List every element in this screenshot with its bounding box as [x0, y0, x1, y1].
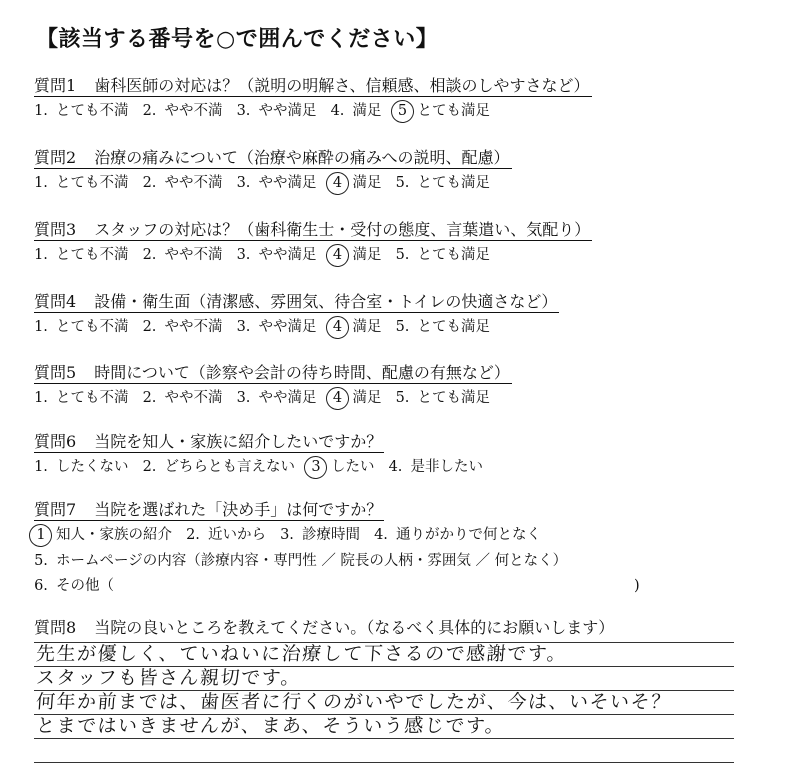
question-8	[34, 620, 734, 638]
handwritten-answer-line-4: とまではいきませんが、まあ、そういう感じです。	[35, 715, 507, 737]
question-5-text: 時間について（診察や会計の待ち時間、配慮の有無など）	[94, 363, 510, 382]
question-2	[34, 150, 674, 191]
selection-circle: 4	[331, 320, 345, 335]
question-4-text: 設備・衛生面（清潔感、雰囲気、待合室・トイレの快適さなど）	[94, 292, 558, 311]
question-5	[34, 365, 674, 406]
selection-circle: 4	[331, 176, 345, 191]
q1-option-1[interactable]: 1. とても不満	[34, 103, 129, 119]
question-3-label: 質問3	[34, 220, 77, 239]
question-1-text: 歯科医師の対応は？（説明の明解さ、信頼感、相談のしやすさなど）	[94, 76, 590, 95]
q7-option-1-selected[interactable]: 1 知人・家族の紹介	[34, 528, 172, 543]
question-3-prompt	[34, 222, 592, 241]
question-2-prompt	[34, 150, 512, 169]
q2-option-4-selected[interactable]: 4 満足	[331, 176, 382, 191]
q6-option-1[interactable]: 1. したくない	[34, 459, 129, 475]
question-3-text: スタッフの対応は？（歯科衛生士・受付の態度、言葉遣い、気配り）	[94, 220, 591, 239]
q4-option-3[interactable]: 3. やや満足	[236, 319, 317, 335]
q2-option-2[interactable]: 2. やや不満	[142, 175, 223, 191]
q7-option-2[interactable]: 2. 近いから	[186, 527, 266, 543]
question-7-options-row3	[34, 579, 674, 594]
question-1-label: 質問1	[34, 76, 77, 95]
q4-option-2[interactable]: 2. やや不満	[142, 319, 223, 335]
q7-option-6[interactable]: 6. その他（	[34, 578, 114, 594]
question-6-label: 質問6	[34, 432, 77, 451]
page-title: 【該当する番号を○で囲んでください】	[36, 26, 439, 52]
question-4	[34, 294, 674, 335]
selection-circle: 3	[309, 460, 323, 475]
question-2-label: 質問2	[34, 148, 77, 167]
question-6-text: 当院を知人・家族に紹介したいですか？	[94, 432, 383, 451]
question-1-prompt	[34, 78, 592, 97]
q3-option-2[interactable]: 2. やや不満	[142, 247, 223, 263]
question-1	[34, 78, 674, 119]
q1-option-2[interactable]: 2. やや不満	[142, 103, 223, 119]
question-7-options	[34, 528, 674, 543]
q7-option-4[interactable]: 4. 通りがかりで何となく	[374, 527, 541, 543]
q3-option-3[interactable]: 3. やや満足	[236, 247, 317, 263]
q2-option-1[interactable]: 1. とても不満	[34, 175, 129, 191]
q5-option-2[interactable]: 2. やや不満	[142, 390, 223, 406]
q7-option-6-close-paren: )	[634, 578, 640, 594]
q5-option-1[interactable]: 1. とても不満	[34, 390, 129, 406]
question-2-options	[34, 176, 674, 191]
question-4-options	[34, 320, 674, 335]
q4-option-5[interactable]: 5. とても満足	[395, 319, 490, 335]
handwritten-answer-line-1: 先生が優しく、ていねいに治療して下さるので感謝です。	[35, 643, 568, 665]
question-3	[34, 222, 674, 263]
q5-option-5[interactable]: 5. とても満足	[395, 390, 490, 406]
question-3-options	[34, 248, 674, 263]
question-8-label: 質問8	[34, 618, 77, 637]
question-2-text: 治療の痛みについて（治療や麻酔の痛みへの説明、配慮）	[94, 148, 510, 167]
selection-circle: 1	[34, 528, 48, 543]
question-4-prompt	[34, 294, 559, 313]
q6-option-4[interactable]: 4. 是非したい	[388, 459, 483, 475]
question-7-prompt	[34, 502, 384, 521]
q1-option-5-selected[interactable]: 5 とても満足	[396, 104, 491, 119]
question-1-options	[34, 104, 674, 119]
question-4-label: 質問4	[34, 292, 77, 311]
question-8-text: 当院の良いところを教えてください。（なるべく具体的にお願いします）	[94, 618, 615, 637]
answer-line	[34, 762, 734, 763]
q6-option-3-selected[interactable]: 3 したい	[309, 460, 375, 475]
q2-option-5[interactable]: 5. とても満足	[395, 175, 490, 191]
question-6-options	[34, 460, 674, 475]
handwritten-answer-line-3: 何年か前までは、歯医者に行くのがいやでしたが、今は、いそいそ？	[35, 691, 673, 713]
q3-option-5[interactable]: 5. とても満足	[395, 247, 490, 263]
q2-option-3[interactable]: 3. やや満足	[236, 175, 317, 191]
question-5-label: 質問5	[34, 363, 77, 382]
q5-option-4-selected[interactable]: 4 満足	[331, 391, 382, 406]
q1-option-3[interactable]: 3. やや満足	[236, 103, 317, 119]
answer-line	[34, 738, 734, 739]
q6-option-2[interactable]: 2. どちらとも言えない	[142, 459, 295, 475]
question-8-prompt	[34, 620, 616, 638]
q5-option-3[interactable]: 3. やや満足	[236, 390, 317, 406]
question-7-text: 当院を選ばれた「決め手」は何ですか？	[94, 500, 383, 519]
q7-option-3[interactable]: 3. 診療時間	[280, 527, 360, 543]
question-7	[34, 502, 674, 594]
handwritten-answer-line-2: スタッフも皆さん親切です。	[35, 667, 302, 689]
question-5-options	[34, 391, 674, 406]
question-6-prompt	[34, 434, 384, 453]
selection-circle: 4	[331, 248, 345, 263]
q3-option-1[interactable]: 1. とても不満	[34, 247, 129, 263]
q7-option-5[interactable]: 5. ホームページの内容（診療内容・専門性 ／ 院長の人柄・雰囲気 ／ 何となく）	[34, 552, 568, 569]
q3-option-4-selected[interactable]: 4 満足	[331, 248, 382, 263]
q4-option-1[interactable]: 1. とても不満	[34, 319, 129, 335]
selection-circle: 4	[331, 391, 345, 406]
q4-option-4-selected[interactable]: 4 満足	[331, 320, 382, 335]
question-7-label: 質問7	[34, 500, 77, 519]
question-6	[34, 434, 674, 475]
question-7-options-row2	[34, 554, 674, 569]
selection-circle: 5	[396, 104, 410, 119]
question-5-prompt	[34, 365, 512, 384]
q1-option-4[interactable]: 4. 満足	[330, 103, 382, 119]
